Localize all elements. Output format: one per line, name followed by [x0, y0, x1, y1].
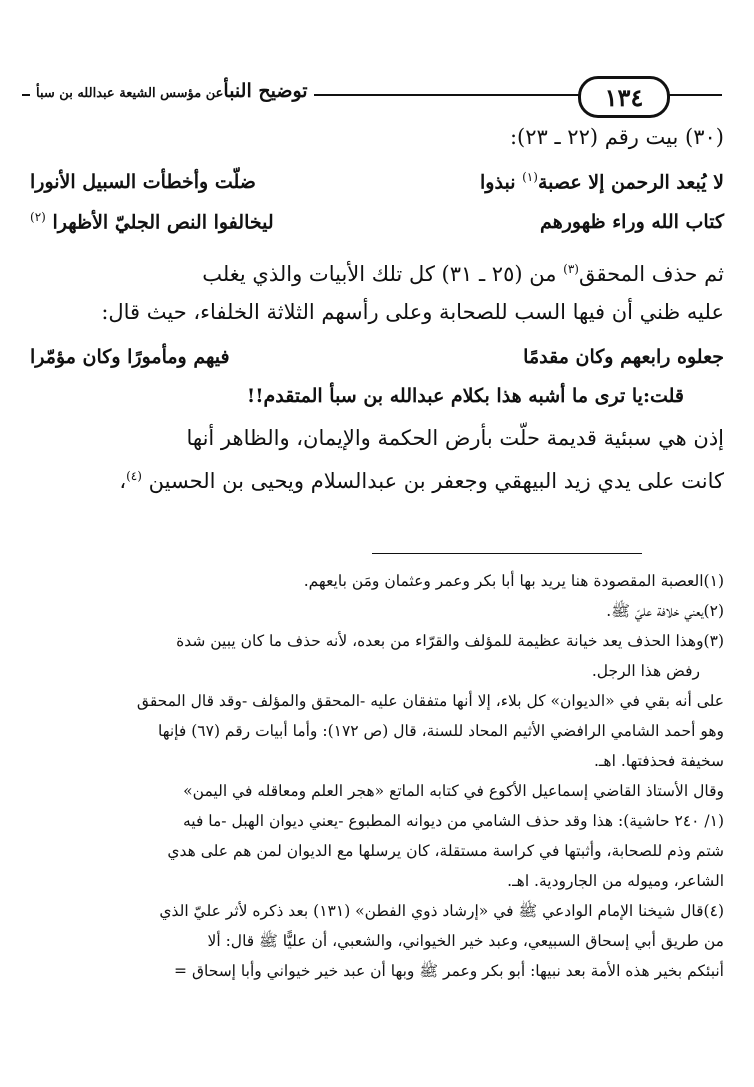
footnote-line: وقال الأستاذ القاضي إسماعيل الأكوع في كتابه الماتع «هجر العلم ومعاقله في اليمن» — [183, 782, 724, 800]
paragraph-2-line-2: كانت على يدي زيد البيهقي وجعفر بن عبدالسلام ويحيى بن الحسين $^{(٤)}$، — [119, 469, 724, 493]
footnote-line: شتم وذم للصحابة، وأثبتها في كراسة مستقلة، كان يرسلها مع الديوان لمن هم على هدي — [167, 842, 724, 860]
footnote-line: (٢)يعني خلافة عليّ ﷺ. — [606, 602, 724, 620]
verse-3-left: فيهم ومأمورًا وكان مؤمّرا — [30, 346, 230, 368]
running-header — [22, 70, 722, 120]
book-title — [30, 80, 314, 102]
footnote-line: من طريق أبي إسحاق السبيعي، وعبد خير الخيواني، والشعبي، أن عليًّا ﷺ قال: ألا — [207, 932, 724, 950]
footnote-separator — [372, 553, 642, 554]
footnote-line: أنبئكم بخير هذه الأمة بعد نبيها: أبو بكر وعمر ﷺ وبها أن عبد خير خيواني وأبا إسحاق = — [174, 962, 724, 980]
footnote-line: وهو أحمد الشامي الرافضي الأثيم المحاد للسنة، قال (ص ١٧٢): وأما أبيات رقم (٦٧) فإنها — [158, 722, 724, 740]
footnote-line: (١)العصبة المقصودة هنا يريد بها أبا بكر وعمر وعثمان ومَن بايعهم. — [303, 572, 724, 590]
book-title-rest: عن مؤسس الشيعة عبدالله بن سبأ — [36, 86, 224, 101]
verse-line-2 — [30, 202, 724, 242]
verses-intro: (٣٠) بيت رقم (٢٢ ـ ٢٣): — [509, 125, 724, 149]
paragraph-2-line-1: إذن هي سبئية قديمة حلّت بأرض الحكمة والإيمان، والظاهر أنها — [186, 426, 724, 450]
footnote-ref-2: (٢) — [30, 210, 46, 225]
verse-3-right: جعلوه رابعهم وكان مقدمًا — [523, 346, 724, 368]
page-number: ١٣٤ — [578, 76, 670, 118]
book-title-main: توضيح النبأ — [223, 80, 308, 102]
footnote-line: (١/ ٢٤٠ حاشية): هذا وقد حذف الشامي من ديوانه المطبوع -يعني ديوان الهبل -ما فيه — [182, 812, 724, 830]
footnote-line: رفض هذا الرجل. — [591, 662, 700, 680]
author-comment: قلت:يا ترى ما أشبه هذا بكلام عبدالله بن سبأ المتقدم!! — [246, 385, 684, 407]
verse-2-right: كتاب الله وراء ظهورهم — [540, 211, 724, 233]
footnote-ref-1: (١) — [522, 170, 538, 185]
footnote-line: سخيفة فحذفتها. اهـ. — [593, 752, 724, 770]
footnote-line: (٤)قال شيخنا الإمام الوادعي ﷺ في «إرشاد ذوي الفطن» (١٣١) بعد ذكره لأثر عليّ الذي — [159, 902, 724, 920]
footnote-ref-4: (٤) — [126, 469, 142, 483]
verses-block-1 — [30, 162, 724, 242]
main-text — [30, 118, 724, 500]
verse-1-left: ضلّت وأخطأت السبيل الأنورا — [30, 171, 256, 193]
footnotes — [30, 566, 724, 986]
footnote-ref-3: (٣) — [563, 262, 579, 276]
verse-2-left: ليخالفوا النص الجليّ الأظهرا $^{(٢)}$ — [30, 210, 274, 234]
footnote-line: (٣)وهذا الحذف يعد خيانة عظيمة للمؤلف والقرّاء من بعده، لأنه حذف ما كان يبين شدة — [176, 632, 724, 650]
verse-1-right: لا يُبعد الرحمن إلا عصبة$^{(١)}$ نبذوا — [480, 170, 724, 194]
paragraph-1-line-1: ثم حذف المحقق$^{(٣)}$ من (٢٥ ـ ٣١) كل تلك الأبيات والذي يغلب — [202, 262, 724, 286]
verse-line-3 — [30, 337, 724, 377]
footnote-line: على أنه بقي في «الديوان» كل بلاء، إلا أنها متفقان عليه -المحقق والمؤلف -وقد قال المحقق — [136, 692, 724, 710]
verse-line-1 — [30, 162, 724, 202]
verses-block-2 — [30, 337, 724, 377]
paragraph-1-line-2: عليه ظني أن فيها السب للصحابة وعلى رأسهم الثلاثة الخلفاء، حيث قال: — [101, 300, 724, 324]
footnote-line: الشاعر، وميوله من الجارودية. اهـ. — [507, 872, 724, 890]
